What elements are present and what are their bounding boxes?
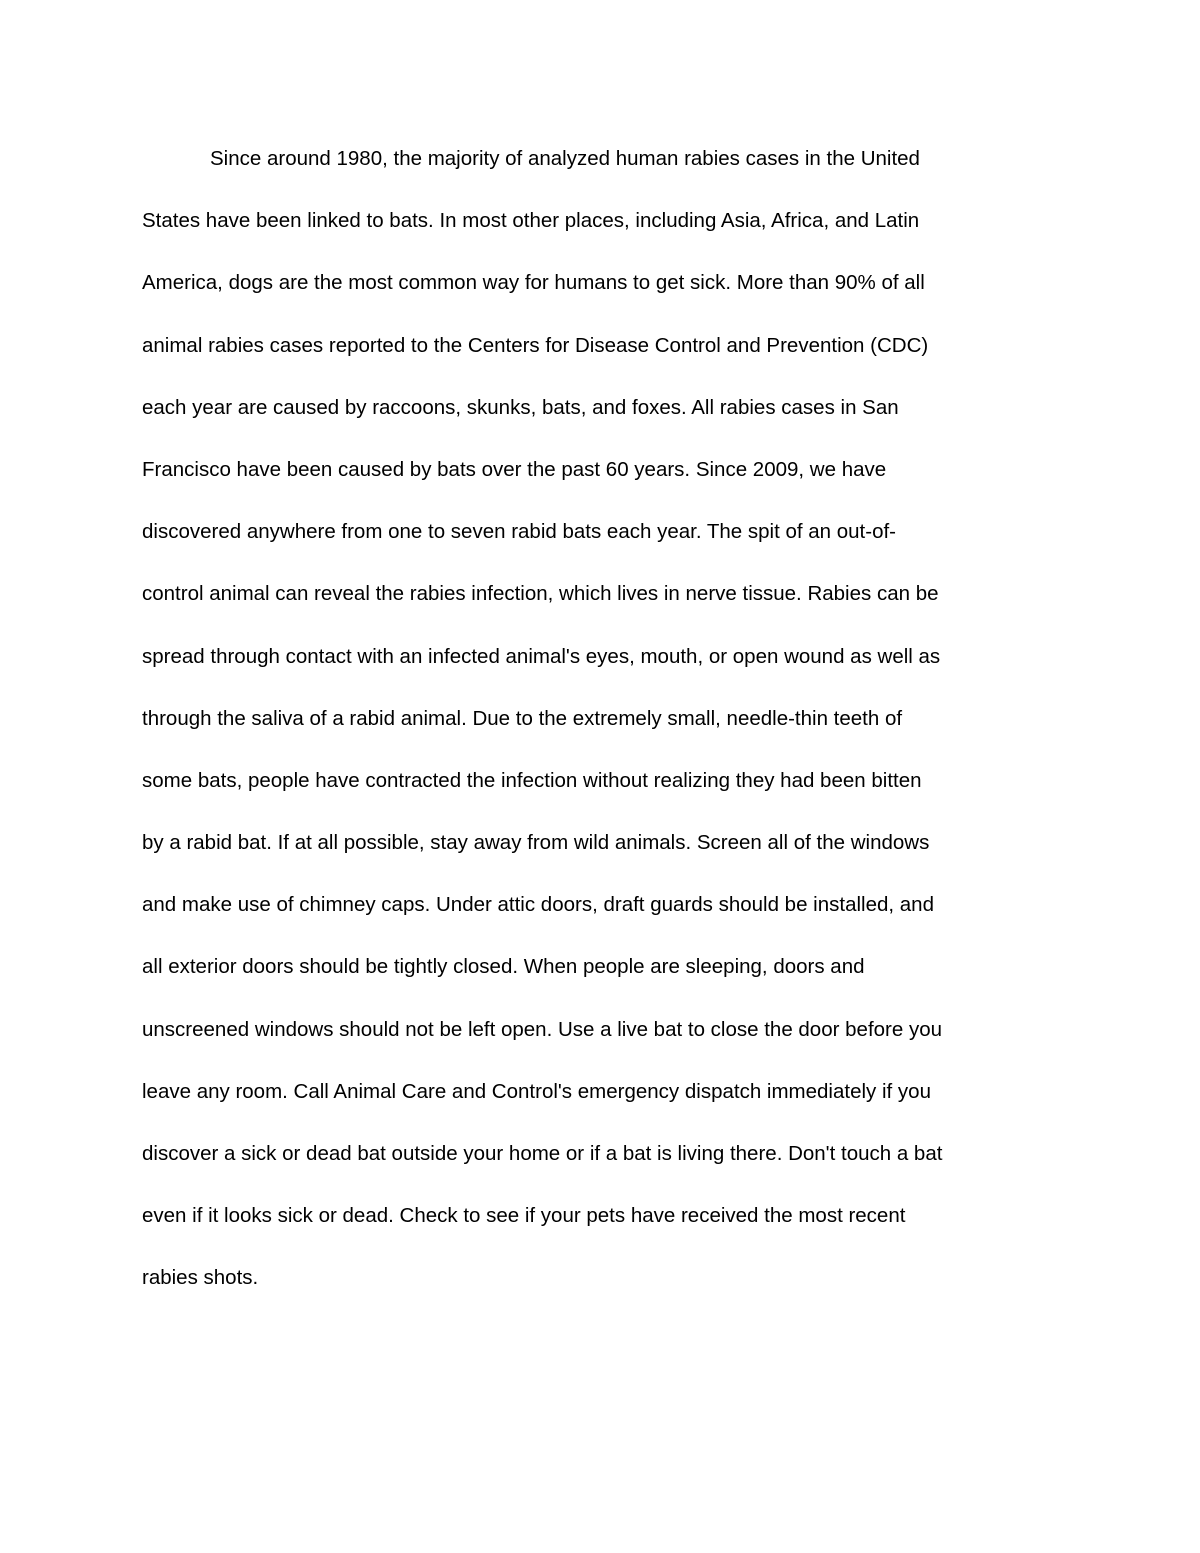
paragraph-line: all exterior doors should be tightly closed. When people are sleeping, doors and xyxy=(142,955,865,979)
paragraph-line: discovered anywhere from one to seven rabid bats each year. The spit of an out-of- xyxy=(142,520,896,544)
paragraph-line: animal rabies cases reported to the Centers for Disease Control and Prevention (CDC) xyxy=(142,333,929,357)
paragraph-line: rabies shots. xyxy=(142,1266,259,1290)
paragraph-line: discover a sick or dead bat outside your home or if a bat is living there. Don't touch a bat xyxy=(142,1142,943,1165)
paragraph-line: unscreened windows should not be left open. Use a live bat to close the door before you xyxy=(142,1017,943,1041)
paragraph-line: leave any room. Call Animal Care and Control's emergency dispatch immediately if you xyxy=(142,1079,931,1103)
paragraph-line: control animal can reveal the rabies infection, which lives in nerve tissue. Rabies can be xyxy=(142,582,939,606)
paragraph-line: some bats, people have contracted the infection without realizing they had been bitten xyxy=(142,768,922,792)
paragraph-line: States have been linked to bats. In most other places, including Asia, Africa, and Latin xyxy=(142,209,920,233)
paragraph-line: America, dogs are the most common way for humans to get sick. More than 90% of all xyxy=(142,271,925,295)
paragraph-line: even if it looks sick or dead. Check to see if your pets have received the most recent xyxy=(142,1204,906,1228)
paragraph-line: by a rabid bat. If at all possible, stay away from wild animals. Screen all of the windows xyxy=(142,831,930,855)
paragraph-line: Since around 1980, the majority of analyzed human rabies cases in the United xyxy=(210,147,920,170)
body-paragraph xyxy=(142,128,1082,1310)
paragraph-line: through the saliva of a rabid animal. Due to the extremely small, needle-thin teeth of xyxy=(142,706,903,730)
paragraph-line: each year are caused by raccoons, skunks, bats, and foxes. All rabies cases in San xyxy=(142,395,899,419)
paragraph-line: and make use of chimney caps. Under attic doors, draft guards should be installed, and xyxy=(142,893,934,917)
paragraph-line: Francisco have been caused by bats over the past 60 years. Since 2009, we have xyxy=(142,457,887,481)
paragraph-line: spread through contact with an infected animal's eyes, mouth, or open wound as well as xyxy=(142,644,941,668)
